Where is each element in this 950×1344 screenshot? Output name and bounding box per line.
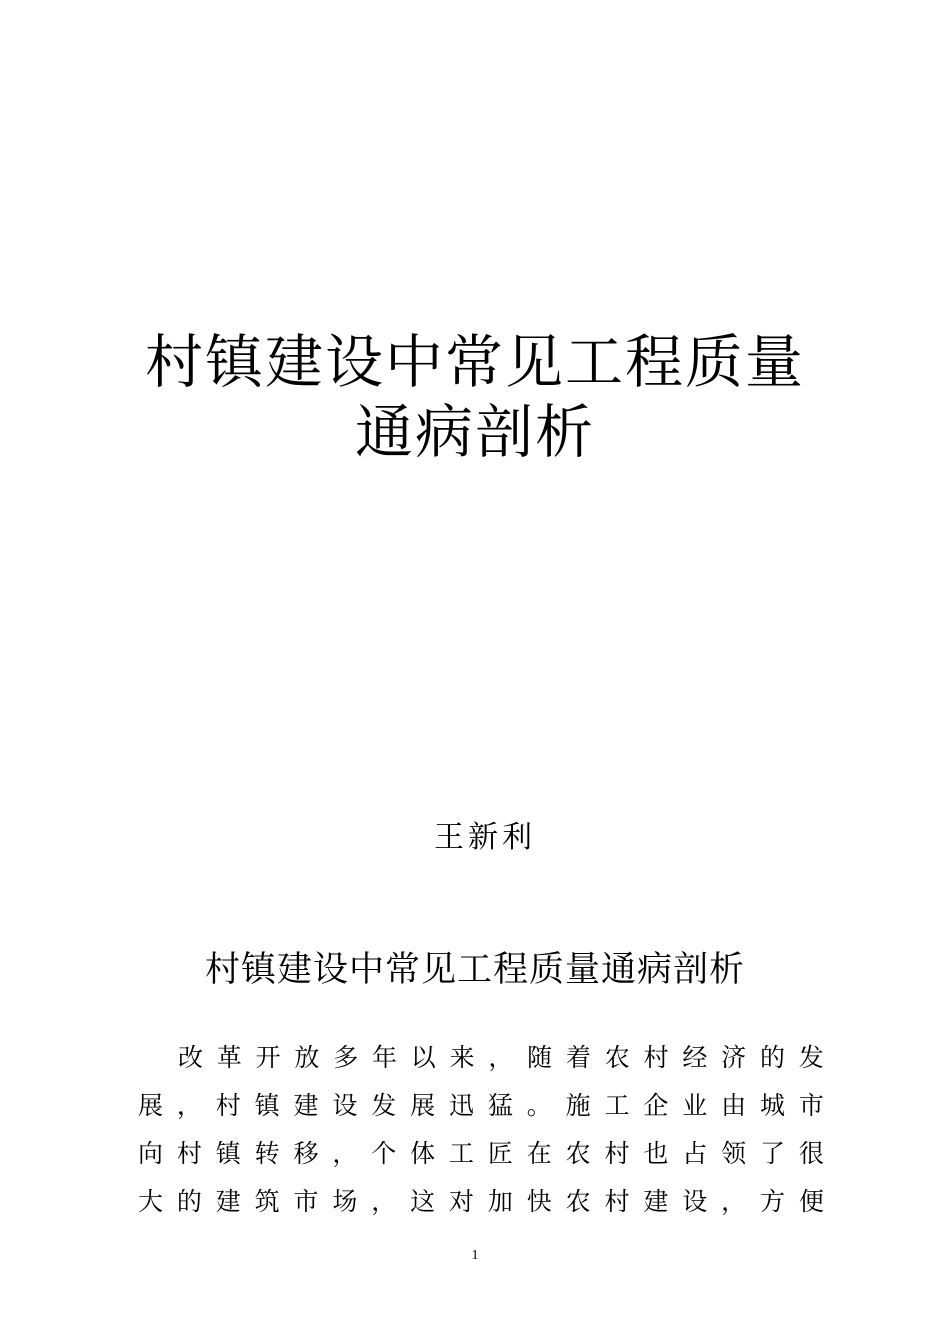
body-char: 着 <box>565 1043 591 1072</box>
body-char: 的 <box>759 1043 785 1072</box>
body-char: 加 <box>487 1187 513 1216</box>
body-char: ， <box>176 1091 202 1120</box>
body-char: 大 <box>138 1187 164 1216</box>
body-char: 占 <box>682 1139 708 1168</box>
body-char: 场 <box>332 1187 358 1216</box>
body-char: 镇 <box>215 1139 241 1168</box>
body-line <box>138 1184 824 1232</box>
body-char: 猛 <box>487 1091 513 1120</box>
body-char: 筑 <box>254 1187 280 1216</box>
body-char: 施 <box>565 1091 591 1120</box>
body-char: 很 <box>798 1139 824 1168</box>
body-char: 放 <box>294 1043 320 1072</box>
body-char: 市 <box>293 1187 319 1216</box>
author-name: 王新利 <box>434 820 536 855</box>
body-char: 农 <box>565 1139 591 1168</box>
body-char: 年 <box>371 1043 397 1072</box>
body-char: 改 <box>178 1043 204 1072</box>
body-char: 企 <box>643 1091 669 1120</box>
body-char: 设 <box>682 1187 708 1216</box>
body-char: 农 <box>604 1043 630 1072</box>
body-char: 设 <box>332 1091 358 1120</box>
body-line <box>138 1136 824 1184</box>
body-char: 由 <box>721 1091 747 1120</box>
cover-title-line-1: 村镇建设中常见工程质量 <box>144 328 805 396</box>
body-char: 领 <box>721 1139 747 1168</box>
body-char: 移 <box>293 1139 319 1168</box>
page-number: 1 <box>471 1248 479 1263</box>
body-char: 向 <box>138 1139 164 1168</box>
body-char: 随 <box>527 1043 553 1072</box>
body-char: 发 <box>371 1091 397 1120</box>
body-char: 这 <box>410 1187 436 1216</box>
body-char: 匠 <box>487 1139 513 1168</box>
body-char: 业 <box>682 1091 708 1120</box>
body-char: 镇 <box>254 1091 280 1120</box>
body-char: ， <box>488 1043 514 1072</box>
body-char: 发 <box>798 1043 824 1072</box>
body-char: 了 <box>760 1139 786 1168</box>
body-char: 对 <box>449 1187 475 1216</box>
body-char: 。 <box>526 1091 552 1120</box>
body-char: 体 <box>410 1139 436 1168</box>
body-char: 革 <box>216 1043 242 1072</box>
body-char: ， <box>721 1187 747 1216</box>
body-char: 展 <box>138 1091 164 1120</box>
body-char: 开 <box>255 1043 281 1072</box>
body-char: 村 <box>215 1091 241 1120</box>
cover-title-line-2: 通病剖析 <box>354 398 595 466</box>
body-char: 在 <box>526 1139 552 1168</box>
body-char: ， <box>332 1139 358 1168</box>
body-char: 展 <box>410 1091 436 1120</box>
body-char: 以 <box>410 1043 436 1072</box>
body-char: 工 <box>449 1139 475 1168</box>
body-char: 村 <box>604 1187 630 1216</box>
body-char: 建 <box>215 1187 241 1216</box>
body-char: 便 <box>798 1187 824 1216</box>
body-line <box>138 1040 824 1088</box>
body-char: 也 <box>643 1139 669 1168</box>
body-char: 济 <box>721 1043 747 1072</box>
body-char: 经 <box>682 1043 708 1072</box>
body-char: 多 <box>333 1043 359 1072</box>
body-char: 转 <box>254 1139 280 1168</box>
body-char: 快 <box>526 1187 552 1216</box>
body-char: 工 <box>604 1091 630 1120</box>
body-char: 市 <box>798 1091 824 1120</box>
body-paragraph <box>138 1040 824 1232</box>
body-char: 村 <box>643 1043 669 1072</box>
body-line <box>138 1088 824 1136</box>
body-char: 村 <box>604 1139 630 1168</box>
body-char: 城 <box>760 1091 786 1120</box>
body-char: 建 <box>293 1091 319 1120</box>
body-char: 个 <box>371 1139 397 1168</box>
body-char: ， <box>371 1187 397 1216</box>
body-char: 的 <box>176 1187 202 1216</box>
body-char: 方 <box>760 1187 786 1216</box>
body-char: 村 <box>176 1139 202 1168</box>
body-char: 农 <box>565 1187 591 1216</box>
section-title: 村镇建设中常见工程质量通病剖析 <box>204 950 745 990</box>
body-char: 来 <box>449 1043 475 1072</box>
body-char: 建 <box>643 1187 669 1216</box>
body-char: 迅 <box>449 1091 475 1120</box>
